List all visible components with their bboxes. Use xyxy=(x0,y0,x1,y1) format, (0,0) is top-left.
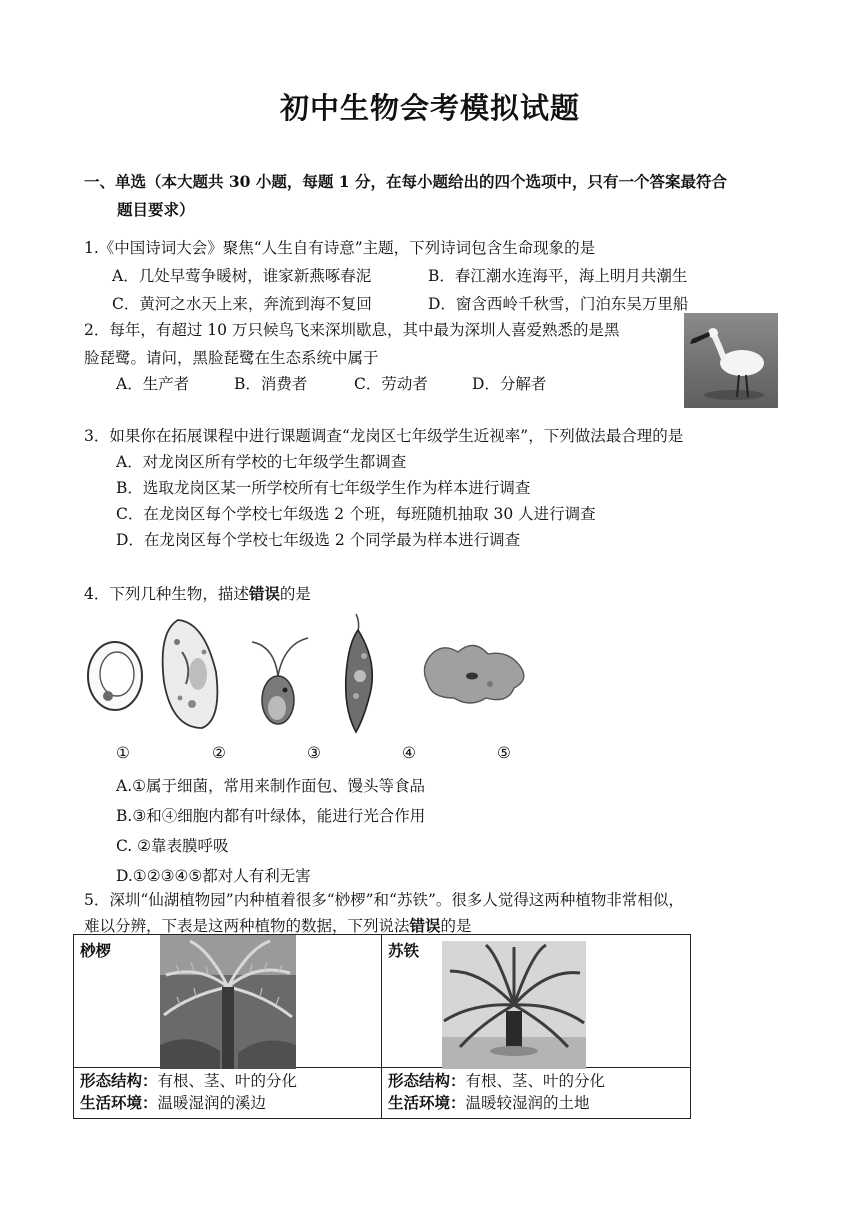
q5-stem-emphasis: 错误 xyxy=(409,916,441,935)
tree-fern-env: 温暖湿润的溪边 xyxy=(157,1094,267,1112)
q4-label-2: ② xyxy=(212,744,226,762)
cycad-env: 温暖较湿润的土地 xyxy=(465,1094,590,1112)
q3-option-c: C．在龙岗区每个学校七年级选 2 个班，每班随机抽取 30 人进行调查 xyxy=(116,505,596,523)
plant-comparison-table xyxy=(73,934,691,1119)
tree-fern-info xyxy=(74,1068,382,1119)
q3-option-a: A．对龙岗区所有学校的七年级学生都调查 xyxy=(116,453,407,471)
q5-stem-line1: 5．深圳“仙湖植物园”内种植着很多“桫椤”和“苏铁”。很多人觉得这两种植物非常相似， xyxy=(84,891,684,909)
tree-fern-name: 桫椤 xyxy=(80,941,112,960)
yeast-cell-figure xyxy=(88,642,142,710)
tree-fern-cell xyxy=(74,935,382,1068)
q4-stem-emphasis: 错误 xyxy=(248,584,280,603)
q1-option-d: D．窗含西岭千秋雪，门泊东吴万里船 xyxy=(428,295,689,313)
tree-fern-env-label: 生活环境： xyxy=(80,1093,158,1112)
section-heading xyxy=(84,168,784,224)
q4-stem-post: 的是 xyxy=(279,585,311,603)
q4-option-c: C. ②靠表膜呼吸 xyxy=(116,837,229,855)
cycad-env-label: 生活环境： xyxy=(388,1093,466,1112)
q4-label-3: ③ xyxy=(307,744,321,762)
tree-fern-struct-label: 形态结构： xyxy=(80,1071,158,1090)
euglena-figure xyxy=(346,614,373,732)
q2-option-a: A．生产者 xyxy=(116,375,190,393)
section-heading-line1: 一、单选（本大题共 30 小题，每题 1 分，在每小题给出的四个选项中，只有一个答案最符合 xyxy=(84,172,727,191)
q2-option-d: D．分解者 xyxy=(472,375,547,393)
q4-stem-pre: 4．下列几种生物，描述 xyxy=(84,585,249,603)
q4-option-a: A.①属于细菌，常用来制作面包、馒头等食品 xyxy=(116,777,426,795)
q1-option-a: A．几处早莺争暖树，谁家新燕啄春泥 xyxy=(112,267,372,285)
q4-label-1: ① xyxy=(116,744,130,762)
q1-stem: 1.《中国诗词大会》聚焦“人生自有诗意”主题，下列诗词包含生命现象的是 xyxy=(84,239,596,257)
microorganism-figures xyxy=(80,612,540,736)
spoonbill-photo xyxy=(684,313,778,408)
q4-label-4: ④ xyxy=(402,744,416,762)
cycad-struct: 有根、茎、叶的分化 xyxy=(465,1072,606,1090)
cycad-cell xyxy=(382,935,691,1068)
cycad-name: 苏铁 xyxy=(388,941,420,960)
chlamydomonas-figure xyxy=(252,638,308,724)
q4-label-5: ⑤ xyxy=(497,744,511,762)
cycad-info xyxy=(382,1068,691,1119)
q1-option-b: B．春江潮水连海平，海上明月共潮生 xyxy=(428,267,688,285)
q3-option-d: D．在龙岗区每个学校七年级选 2 个同学最为样本进行调查 xyxy=(116,531,521,549)
q5-stem-line2 xyxy=(84,914,472,936)
q4-option-d: D.①②③④⑤都对人有利无害 xyxy=(116,867,311,885)
cycad-struct-label: 形态结构： xyxy=(388,1071,466,1090)
tree-fern-struct: 有根、茎、叶的分化 xyxy=(157,1072,298,1090)
cycad-photo xyxy=(442,941,586,1069)
q1-option-c: C．黄河之水天上来，奔流到海不复回 xyxy=(112,295,372,313)
q4-stem xyxy=(84,582,311,604)
tree-fern-photo xyxy=(160,935,296,1069)
q5-stem-post: 的是 xyxy=(440,917,472,935)
page-title: 初中生物会考模拟试题 xyxy=(279,91,580,125)
q4-option-b: B.③和④细胞内都有叶绿体，能进行光合作用 xyxy=(116,807,426,825)
q5-stem-pre: 难以分辨，下表是这两种植物的数据，下列说法 xyxy=(84,917,410,935)
section-heading-line2: 题目要求） xyxy=(117,200,195,219)
q2-option-b: B．消费者 xyxy=(234,375,308,393)
amoeba-figure xyxy=(424,645,523,703)
q2-stem-line1: 2．每年，有超过 10 万只候鸟飞来深圳歇息，其中最为深圳人喜爱熟悉的是黑 xyxy=(84,321,620,339)
paramecium-figure xyxy=(163,620,218,728)
q3-stem: 3．如果你在拓展课程中进行课题调查“龙岗区七年级学生近视率”，下列做法最合理的是 xyxy=(84,427,684,445)
q2-stem-line2: 脸琵鹭。请问，黑脸琵鹭在生态系统中属于 xyxy=(84,349,379,367)
q3-option-b: B．选取龙岗区某一所学校所有七年级学生作为样本进行调查 xyxy=(116,479,531,497)
q2-option-c: C．劳动者 xyxy=(354,375,428,393)
